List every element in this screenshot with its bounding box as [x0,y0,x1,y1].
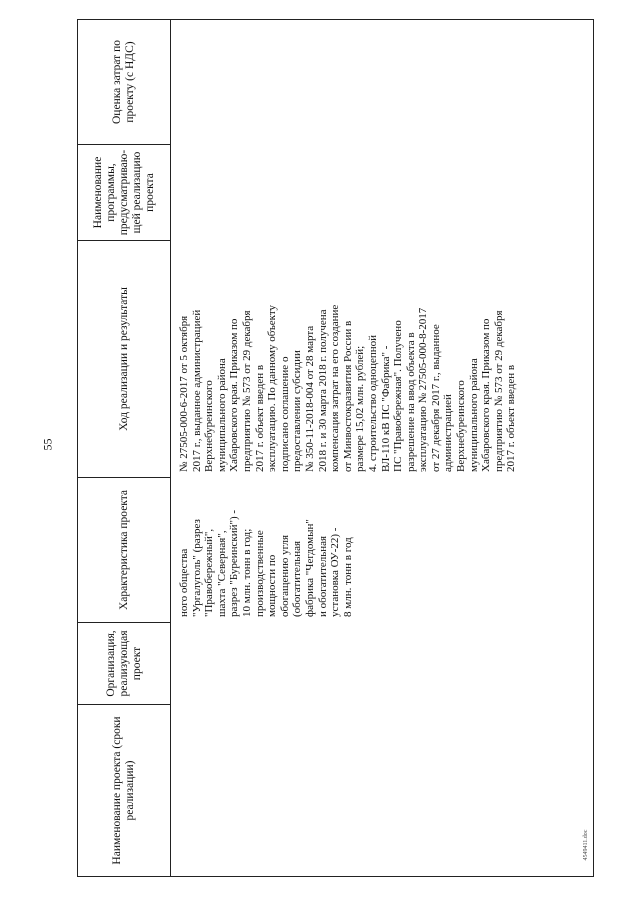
cell-project-name [170,704,593,876]
header-organization: Организация, реализующая проект [78,622,170,704]
cell-characteristics: ного общества "Ургалуголь" (разрез "Правобережный", шахта "Северная", разрез "Буреинский") - 10 млн. тонн в год; производственные мощности по обогащению угля (обогатительная фабрика "Чегдомын" и обогатительная установка ОУ-22) - 8 млн. тонн в год [178,509,354,617]
header-project-name: Наименование проекта (сроки реализации) [78,704,170,876]
table-header-row [78,20,171,876]
project-table [77,19,594,877]
cell-program [170,144,593,240]
header-program: Наименование программы, предусматриваю-щей реализацию проекта [78,144,170,240]
table-row [170,20,593,876]
page-number: 55 [40,438,55,451]
cell-organization [170,622,593,704]
header-cost: Оценка затрат по проекту (с НДС) [111,40,136,124]
footer-document-code: 4549411.doc [583,829,589,861]
header-progress: Ход реализации и результаты [78,240,170,477]
cell-cost [170,20,593,144]
cell-progress: № 27505-000-6-2017 от 5 октября 2017 г., выданное администрацией Верхнебуреинского муниципального района Хабаровского края. Приказом по предприятию № 573 от 29 декабря 2017 г. объект введен в эксплуатацию. По данному объекту подписано соглашение о предоставлении субсидии № 350-11-2018-004 от 28 марта 2018 г. и 30 марта 2018 г. получена компенсация затрат на его создание от Минвостокразвития России в размере 15,02 млн. рублей; 4. строительство одноцепной ВЛ-110 кВ ПС "Фабрика" - ПС "Правобережная". Получено разрешение на ввод объекта в эксплуатацию № 27505-000-8-2017 от 27 декабря 2017 г., выданное администрацией Верхнебуреинского муниципального района Хабаровского края. Приказом по предприятию № 573 от 29 декабря 2017 г. объект введен в [178,304,518,472]
header-characteristics: Характеристика проекта [78,477,170,622]
